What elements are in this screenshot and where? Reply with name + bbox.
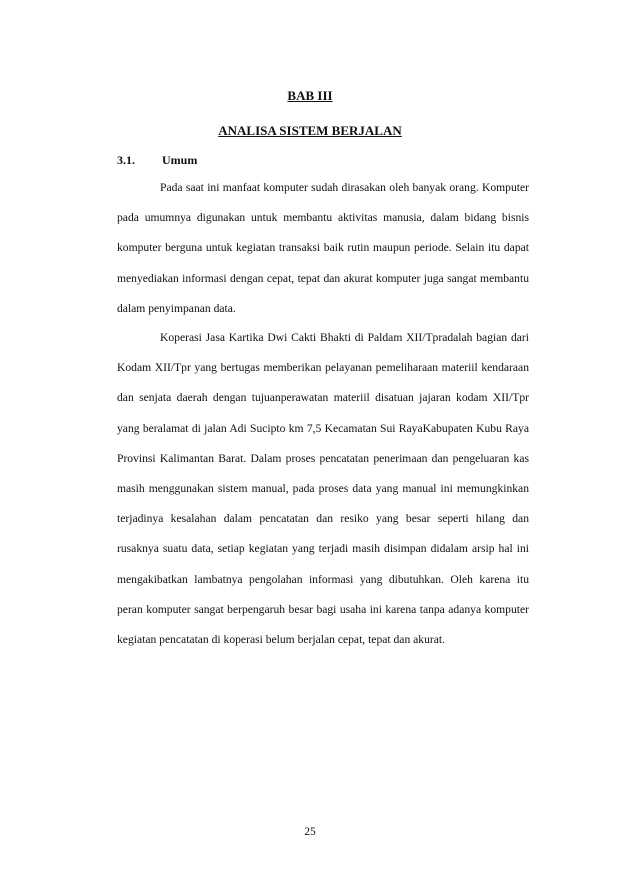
section-number: 3.1. <box>117 153 135 167</box>
chapter-title: ANALISA SISTEM BERJALAN <box>218 123 402 138</box>
section-title: Umum <box>162 153 198 167</box>
page-number: 25 <box>304 826 316 838</box>
body-paragraph: Pada saat ini manfaat komputer sudah dirasakan oleh banyak orang. Komputer pada umumnya digunakan untuk membantu aktivitas manusia, dalam bidang bisnis komputer berguna untuk kegiatan transaksi baik rutin maupun periode. Selain itu dapat menyediakan informasi dengan cepat, tepat dan akurat komputer juga sangat membantu dalam penyimpanan data. <box>117 181 529 315</box>
section-heading <box>117 153 197 168</box>
chapter-label: BAB III <box>287 88 333 103</box>
body-paragraph: Koperasi Jasa Kartika Dwi Cakti Bhakti di Paldam XII/Tpradalah bagian dari Kodam XII/Tpr yang bertugas memberikan pelayanan pemeliharaan materiil kendaraan dan senjata daerah dengan tujuanperawatan materiil disatuan jajaran kodam XII/Tpr yang beralamat di jalan Adi Sucipto km 7,5 Kecamatan Sui RayaKabupaten Kubu Raya Provinsi Kalimantan Barat. Dalam proses pencatatan penerimaan dan pengeluaran kas masih menggunakan sistem manual, pada proses data yang manual ini memungkinkan terjadinya kesalahan dalam pencatatan dan resiko yang besar seperti hilang dan rusaknya suatu data, setiap kegiatan yang terjadi masih disimpan didalam arsip hal ini mengakibatkan lambatnya pengolahan informasi yang dibutuhkan. Oleh karena itu peran komputer sangat berpengaruh besar bagi usaha ini karena tanpa adanya komputer kegiatan pencatatan di koperasi belum berjalan cepat, tepat dan akurat. <box>117 331 529 647</box>
